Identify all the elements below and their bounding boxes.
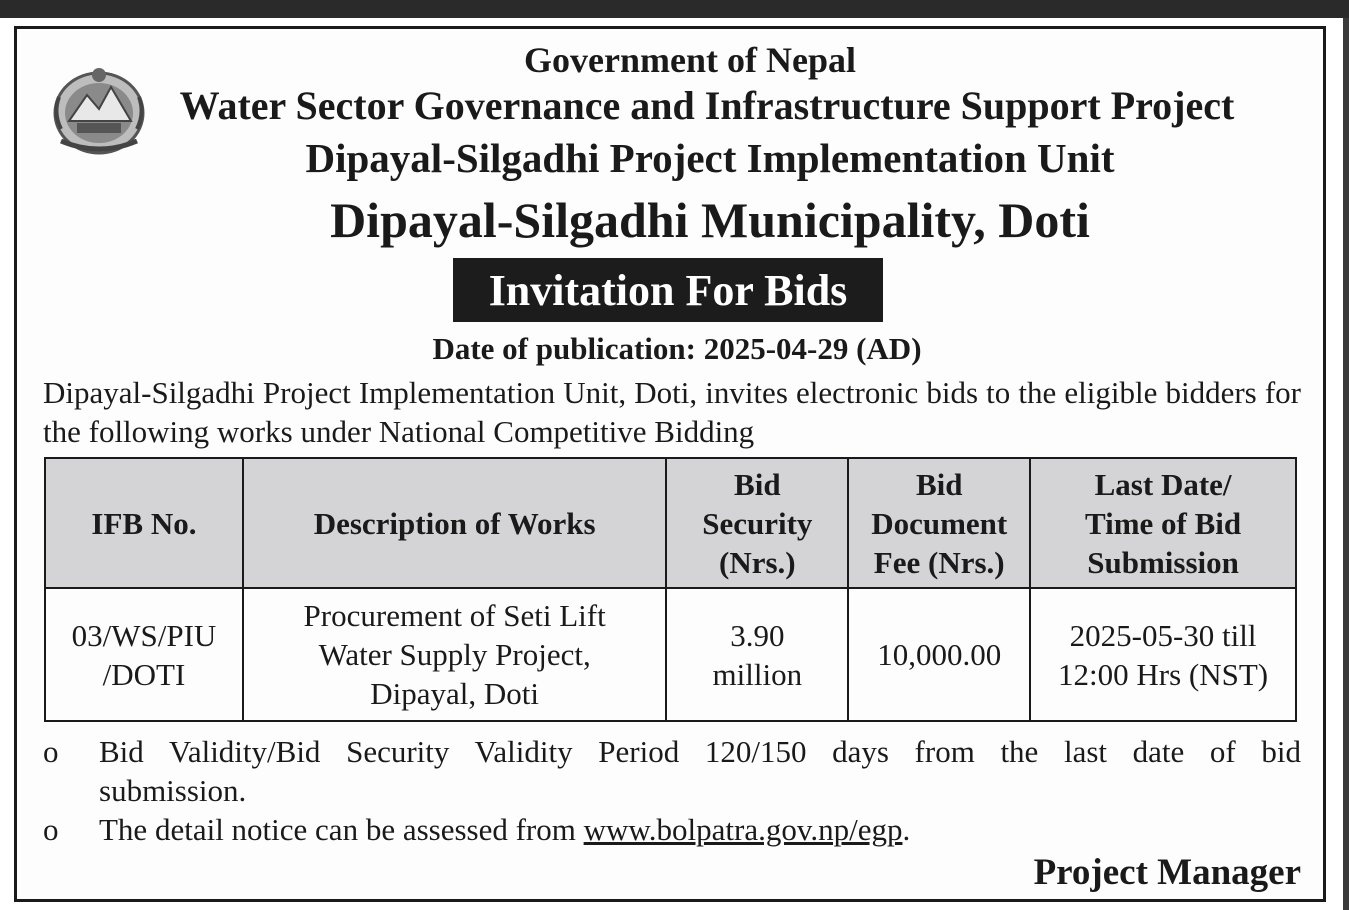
publication-label: Date of publication: [432, 331, 696, 366]
bolpatra-link[interactable]: www.bolpatra.gov.np/egp [583, 812, 903, 847]
table-row [45, 588, 1296, 721]
cell-ifb-no: 03/WS/PIU /DOTI [45, 588, 243, 721]
notice-frame [14, 26, 1326, 902]
bullet-marker: o [43, 812, 59, 847]
publication-date [377, 331, 977, 367]
note-validity-line1: Bid Validity/Bid Security Validity Period 120/150 days from the last date of bid [99, 734, 1301, 769]
cell-bid-security: 3.90 million [666, 588, 848, 721]
signature-project-manager: Project Manager [1033, 852, 1301, 893]
header-ifb-no: IFB No. [45, 458, 243, 588]
intro-paragraph: Dipayal-Silgadhi Project Implementation Unit, Doti, invites electronic bids to the eligible bidders for the following works under National Competitive Bidding [43, 375, 1301, 449]
header-document-fee: Bid Document Fee (Nrs.) [848, 458, 1030, 588]
header-bid-security: Bid Security (Nrs.) [666, 458, 848, 588]
bullet-marker: o [43, 734, 59, 769]
publication-date-value: 2025-04-29 (AD) [703, 331, 922, 366]
note-validity-line2: submission. [99, 773, 247, 808]
header-description: Description of Works [243, 458, 666, 588]
project-heading: Water Sector Governance and Infrastructure Support Project [179, 83, 1235, 128]
cell-document-fee: 10,000.00 [848, 588, 1030, 721]
header-last-date: Last Date/ Time of Bid Submission [1030, 458, 1296, 588]
table-header-row [45, 458, 1296, 588]
cell-last-date: 2025-05-30 till 12:00 Hrs (NST) [1030, 588, 1296, 721]
municipality-heading: Dipayal-Silgadhi Municipality, Doti [330, 192, 1090, 248]
right-border-bar [1343, 18, 1349, 910]
cell-description: Procurement of Seti Lift Water Supply Project, Dipayal, Doti [243, 588, 666, 721]
bids-table [44, 457, 1297, 722]
note-detail-notice [43, 810, 1301, 850]
unit-heading: Dipayal-Silgadhi Project Implementation Unit [305, 135, 1115, 181]
note-detail-text: The detail notice can be assessed from www.bolpatra.gov.np/egp. [99, 812, 911, 847]
note-bid-validity [43, 732, 1301, 812]
top-border-bar [0, 0, 1349, 18]
notice-title-banner: Invitation For Bids [453, 258, 883, 322]
government-heading: Government of Nepal [524, 40, 856, 80]
